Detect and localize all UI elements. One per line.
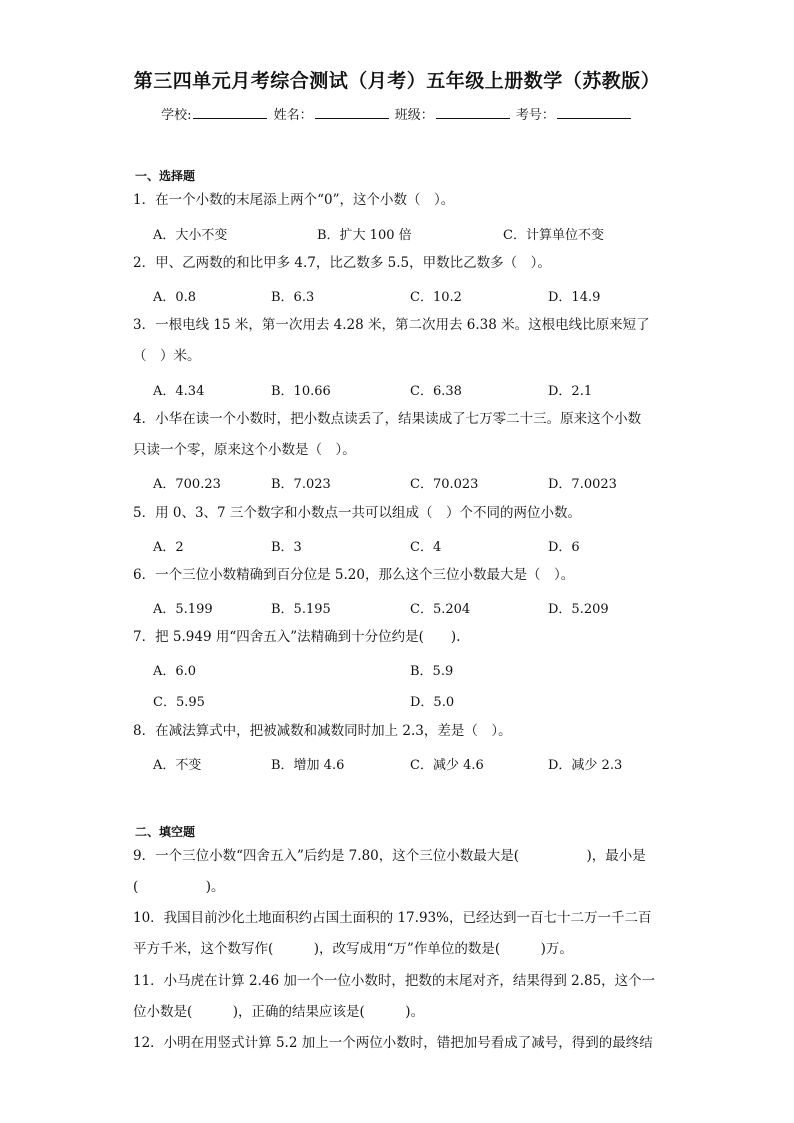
option-c: C．4	[410, 540, 442, 555]
option-a: A．2	[153, 540, 184, 555]
option-a: A．6.0	[153, 664, 197, 679]
question-7-options-row-2	[153, 691, 673, 715]
question-3-options	[153, 380, 673, 404]
question-10-line-2: 平方千米，这个数写作( )，改写成用“万”作单位的数是( )万。	[133, 941, 573, 957]
option-a: A．700.23	[153, 477, 221, 492]
name-label: 姓名：	[273, 108, 313, 123]
question-6: 6．一个三位小数精确到百分位是 5.20，那么这个三位小数最大是（ ）。	[133, 567, 575, 583]
class-blank[interactable]	[436, 106, 510, 119]
option-c: C．5.204	[410, 602, 471, 617]
question-10-line-1: 10．我国目前沙化土地面积约占国土面积的 17.93%，已经达到一百七十二万一千二百	[133, 910, 652, 926]
option-a: A．0.8	[153, 290, 197, 305]
question-4-line-1: 4．小华在读一个小数时，把小数点读丢了，结果读成了七万零二十三。原来这个小数	[133, 411, 642, 427]
question-11-line-2: 位小数是( )，正确的结果应该是( )。	[133, 1004, 425, 1020]
question-8-options	[153, 754, 673, 778]
option-a: A．大小不变	[153, 228, 228, 243]
option-c: C．10.2	[410, 290, 462, 305]
option-d: D．2.1	[548, 384, 593, 399]
option-b: B．增加 4.6	[271, 758, 345, 773]
option-b: B．10.66	[271, 384, 331, 399]
question-2: 2．甲、乙两数的和比甲多 4.7，比乙数多 5.5，甲数比乙数多（ ）。	[133, 255, 551, 271]
question-9-line-1: 9．一个三位小数“四舍五入”后约是 7.80，这个三位小数最大是( )，最小是	[133, 848, 646, 864]
option-d: D．5.209	[548, 602, 609, 617]
question-1-options	[153, 224, 673, 248]
question-7-options-row-1	[153, 660, 673, 684]
option-a: A．4.34	[153, 384, 205, 399]
question-5: 5．用 0、3、7 三个数字和小数点一共可以组成（ ）个不同的两位小数。	[133, 505, 581, 521]
option-c: C．减少 4.6	[410, 758, 484, 773]
question-3-line-1: 3．一根电线 15 米，第一次用去 4.28 米，第二次用去 6.38 米。这根电线比原来短了	[133, 317, 650, 333]
class-label: 班级：	[394, 108, 434, 123]
exam-no-blank[interactable]	[557, 106, 631, 119]
question-4-options	[153, 473, 673, 497]
option-d: D．14.9	[548, 290, 601, 305]
option-c: C．70.023	[410, 477, 479, 492]
option-d: D．7.0023	[548, 477, 617, 492]
question-2-options	[153, 286, 673, 310]
option-c: C．6.38	[410, 384, 462, 399]
option-a: A．不变	[153, 758, 202, 773]
option-c: C．5.95	[153, 695, 205, 710]
name-blank[interactable]	[315, 106, 389, 119]
student-info-row	[0, 104, 794, 123]
school-label: 学校:	[161, 108, 192, 123]
question-1: 1．在一个小数的末尾添上两个“0”，这个小数（ ）。	[133, 192, 455, 208]
option-b: B．3	[271, 540, 302, 555]
exam-no-label: 考号：	[515, 108, 555, 123]
page-title: 第三四单元月考综合测试（月考）五年级上册数学（苏教版）	[133, 70, 661, 92]
option-b: B．6.3	[271, 290, 315, 305]
section-title-choice: 一、选择题	[135, 169, 196, 183]
option-c: C．计算单位不变	[503, 228, 604, 243]
question-5-options	[153, 536, 673, 560]
question-6-options	[153, 598, 673, 622]
school-blank[interactable]	[193, 106, 267, 119]
option-d: D．6	[548, 540, 580, 555]
option-d: D．5.0	[410, 695, 455, 710]
question-8: 8．在减法算式中，把被减数和减数同时加上 2.3，差是（ ）。	[133, 723, 512, 739]
option-b: B．扩大 100 倍	[317, 228, 412, 243]
section-title-fill: 二、填空题	[135, 825, 196, 839]
option-a: A．5.199	[153, 602, 213, 617]
option-b: B．7.023	[271, 477, 331, 492]
option-b: B．5.9	[410, 664, 454, 679]
question-3-line-2: （ ）米。	[133, 348, 201, 364]
question-11-line-1: 11．小马虎在计算 2.46 加一个一位小数时，把数的末尾对齐，结果得到 2.85，这个一	[133, 973, 656, 989]
question-7: 7．把 5.949 用“四舍五入”法精确到十分位约是( ).	[133, 629, 461, 645]
question-12-line-1: 12．小明在用竖式计算 5.2 加上一个两位小数时，错把加号看成了减号，得到的最终结	[133, 1035, 653, 1051]
option-b: B．5.195	[271, 602, 331, 617]
question-4-line-2: 只读一个零，原来这个小数是（ ）。	[133, 442, 356, 458]
question-9-line-2: ( )。	[133, 879, 225, 895]
option-d: D．减少 2.3	[548, 758, 623, 773]
